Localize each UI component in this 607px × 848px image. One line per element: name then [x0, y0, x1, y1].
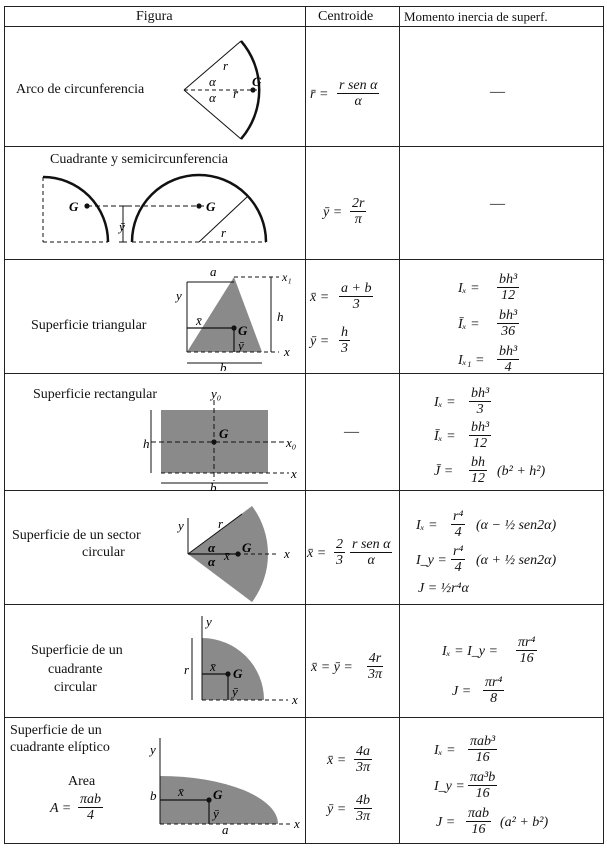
moment-sector-iy-tail: (α + ½ sen2α): [476, 553, 557, 568]
moment-elip-iy-lhs: I_y =: [434, 779, 465, 794]
moment-rect-ix-lhs: Iₓ =: [434, 395, 456, 410]
circular-quadrant-diagram: [182, 612, 304, 712]
centroid-sector-frac: r sen α α: [352, 537, 391, 568]
sector-G-label: G: [242, 540, 252, 555]
figure-triangular-label: Superficie triangular: [31, 318, 147, 333]
moment-sector-ix-tail: (α − ½ sen2α): [476, 518, 557, 533]
figure-cuadcirc-line1: Superficie de un: [31, 643, 123, 658]
moment-arco: —: [490, 84, 505, 100]
arc-G-label: G: [252, 74, 262, 89]
moment-cuadcirc-j-frac: $\frac{\text{πr⁴}}{8}$: [485, 675, 503, 706]
quad-ybar-label: ȳ: [119, 219, 125, 234]
arc-r-label: r: [223, 58, 229, 73]
centroid-sector-lhs: x̄ =: [307, 546, 327, 561]
area-formula-frac: πab 4: [80, 792, 102, 823]
moment-sector-ix-frac: $\frac{\text{r⁴}}{4}$: [453, 509, 464, 540]
elip-x-label: x: [294, 816, 300, 831]
tri-y-label: y: [176, 288, 182, 303]
moment-sector-j: J = ½r⁴α: [418, 581, 469, 596]
sector-xbar-label: x̄: [224, 548, 230, 563]
quad-G-label: G: [69, 199, 79, 214]
centroid-arco-frac: r sen α α: [339, 78, 378, 109]
quadrant-semicircle-diagram: [39, 169, 274, 244]
header-figura: Figura: [136, 9, 173, 24]
elip-xbar-label: x̄: [178, 784, 184, 799]
moment-tri-ix1-frac: $\frac{\text{bh³}}{4}$: [499, 344, 518, 375]
rectangle-diagram: [139, 386, 304, 491]
arc-alpha-bottom: α: [209, 90, 216, 105]
tri-b-label: b: [220, 360, 227, 371]
centroid-sector-pre: $\frac{2}{3}$: [336, 537, 343, 568]
moment-tri-ix-frac: $\frac{\text{bh³}}{12}$: [499, 272, 518, 303]
moment-elip-j-tail: (a² + b²): [500, 815, 549, 830]
centroid-tri-x-frac: $\frac{a + b}{3}$: [341, 281, 372, 312]
centroid-cuadcirc-lhs: x̄ = ȳ =: [311, 660, 353, 675]
properties-table: [4, 6, 604, 844]
moment-rect-j-lhs: J̄ =: [434, 464, 454, 479]
rect-y0-label: y₀: [211, 386, 222, 401]
moment-rect-j-tail: (b² + h²): [497, 464, 546, 479]
tri-h-label: h: [277, 309, 284, 324]
moment-tri-ix1-lhs: Iₓ₁ =: [458, 353, 485, 368]
tri-x-label: x: [284, 344, 290, 359]
tri-x1-label: x₁: [282, 270, 292, 284]
figure-sector-line2: circular: [82, 545, 125, 560]
moment-rect-ixbar-frac: $\frac{\text{bh³}}{12}$: [471, 420, 490, 451]
sector-alpha-top: α: [208, 540, 216, 555]
tri-G-label: G: [238, 323, 248, 338]
tri-ybar-label: ȳ: [238, 338, 244, 353]
cuadcirc-ybar-label: ȳ: [232, 684, 238, 699]
area-label: Area: [68, 774, 96, 789]
elip-ybar-label: ȳ: [213, 806, 219, 821]
moment-sector-ix-lhs: Iₓ =: [416, 518, 438, 533]
tri-a-label: a: [210, 266, 217, 279]
semi-G-label: G: [206, 199, 216, 214]
rect-x0-label: x₀: [286, 435, 297, 450]
sector-y-label: y: [178, 518, 184, 533]
centroid-cuadrante-lhs: ȳ =: [323, 205, 343, 220]
cuadcirc-G-label: G: [233, 666, 243, 681]
cuadcirc-r-label: r: [184, 662, 190, 677]
cuadcirc-xbar-label: x̄: [210, 659, 216, 674]
moment-elip-ix-frac: πab³ 16: [470, 734, 496, 765]
header-momento: Momento inercia de superf.: [404, 9, 548, 24]
elip-a-label: a: [222, 822, 229, 837]
arc-alpha-top: α: [209, 74, 216, 89]
cuadcirc-y-label: y: [206, 614, 212, 629]
figure-cuadcirc-line2: cuadrante: [48, 662, 103, 677]
sector-r-label: r: [218, 516, 224, 531]
moment-cuadcirc-i-lhs: Iₓ = I_y =: [442, 644, 498, 659]
centroid-elip-x-frac: $\frac{4a}{3\pi}$: [356, 744, 371, 775]
figure-eliptico-line1: Superficie de un: [10, 723, 102, 738]
area-formula-lhs: A =: [50, 801, 72, 816]
arc-rbar-label: r̄: [233, 86, 239, 101]
triangle-diagram: [174, 266, 304, 371]
figure-cuadcirc-line3: circular: [54, 680, 97, 695]
arc-diagram: [179, 36, 279, 141]
moment-tri-ixbar-lhs: Īₓ =: [458, 317, 480, 332]
centroid-rect: —: [344, 424, 359, 440]
rect-x-label: x: [291, 466, 297, 481]
elip-b-label: b: [150, 788, 157, 803]
figure-cuadrante-label: Cuadrante y semicircunferencia: [50, 152, 229, 167]
figure-rectangular-label: Superficie rectangular: [33, 387, 157, 402]
moment-cuadcirc-i-frac: $\frac{\text{πr⁴}}{16}$: [518, 635, 536, 666]
figure-eliptico-line2: cuadrante elíptico: [10, 740, 110, 755]
centroid-elip-y-frac: $\frac{4b}{3\pi}$: [356, 793, 371, 824]
centroid-cuadrante-frac: $\frac{2r}{\pi}$: [352, 196, 365, 227]
centroid-tri-x-lhs: x̄ =: [310, 290, 330, 305]
elip-y-label: y: [150, 742, 156, 757]
rect-G-label: G: [219, 426, 229, 441]
figure-arco-label: Arco de circunferencia: [16, 82, 145, 97]
tri-xbar-label: x̄: [196, 313, 202, 328]
centroid-cuadcirc-frac: $\frac{4r}{3\pi}$: [368, 651, 383, 682]
centroid-elip-x-lhs: x̄ =: [327, 753, 347, 768]
cuadcirc-x-label: x: [292, 692, 298, 707]
moment-cuadcirc-j-lhs: J =: [452, 684, 472, 699]
moment-cuadrante: —: [490, 196, 505, 212]
centroid-arco-lhs: r̄ =: [310, 87, 329, 102]
sector-x-label: x: [284, 546, 290, 561]
moment-rect-ix-frac: $\frac{\text{bh³}}{3}$: [471, 386, 490, 417]
rect-b-label: b: [210, 480, 217, 491]
moment-elip-j-frac: πab 16: [468, 806, 490, 837]
elip-G-label: G: [213, 787, 223, 802]
moment-sector-iy-lhs: I_y =: [416, 553, 447, 568]
moment-elip-iy-frac: $\frac{\text{πa³b}}{16}$: [470, 770, 496, 801]
semi-r-label: r: [221, 225, 227, 240]
moment-rect-ixbar-lhs: Īₓ =: [434, 429, 456, 444]
moment-sector-iy-frac: $\frac{\text{r⁴}}{4}$: [453, 544, 464, 575]
moment-elip-j-lhs: J =: [436, 815, 456, 830]
elliptical-quadrant-diagram: [146, 728, 304, 838]
centroid-elip-y-lhs: ȳ =: [327, 802, 347, 817]
moment-tri-ix-lhs: Iₓ =: [458, 281, 480, 296]
centroid-tri-y-lhs: ȳ =: [310, 334, 330, 349]
moment-tri-ixbar-frac: $\frac{\text{bh³}}{36}$: [499, 308, 518, 339]
sector-diagram: [176, 504, 304, 604]
header-centroide: Centroide: [318, 9, 374, 24]
rect-h-label: h: [143, 436, 150, 451]
moment-rect-j-frac: $\frac{bh}{12}$: [471, 455, 485, 486]
sector-alpha-bottom: α: [208, 554, 216, 569]
centroid-tri-y-frac: $\frac{h}{3}$: [341, 325, 348, 356]
moment-elip-ix-lhs: Iₓ =: [434, 743, 456, 758]
figure-sector-line1: Superficie de un sector: [12, 528, 141, 543]
